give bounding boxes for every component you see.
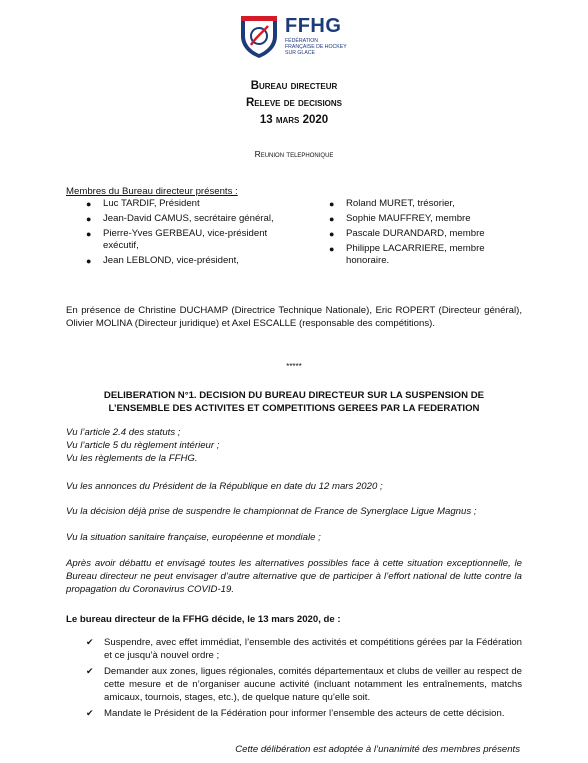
- bullet-icon: ●: [329, 199, 335, 209]
- checkmark-icon: ✔: [86, 666, 94, 676]
- doc-date: 13 mars 2020: [259, 114, 329, 126]
- bullet-icon: ●: [86, 214, 92, 224]
- separator: *****: [286, 362, 302, 371]
- visa-line: Vu les règlements de la FFHG.: [66, 453, 198, 464]
- list-item: ● Philippe LACARRIERE, membre honoraire.: [329, 243, 485, 266]
- bullet-icon: ●: [86, 199, 92, 209]
- visa-line: Vu la situation sanitaire française, européenne et mondiale ;: [66, 532, 321, 543]
- bullet-icon: ●: [329, 214, 335, 224]
- adoption-note: Cette délibération est adoptée à l’unanimité des membres présents: [235, 744, 520, 755]
- deliberation-title: [66, 389, 522, 415]
- bullet-icon: ●: [86, 256, 92, 266]
- doc-title-bureau: Bureau directeur: [250, 80, 338, 92]
- visa-line: Vu l’article 5 du règlement intérieur ;: [66, 440, 220, 451]
- bullet-icon: ●: [329, 229, 335, 239]
- list-item: ● Sophie MAUFFREY, membre: [329, 213, 471, 224]
- list-item: ● Roland MURET, trésorier,: [329, 198, 455, 209]
- checkmark-icon: ✔: [86, 637, 94, 647]
- list-item: ● Pierre-Yves GERBEAU, vice-président exécutif,: [86, 228, 268, 251]
- list-item: ● Luc TARDIF, Président: [86, 198, 200, 209]
- considering-paragraph: Après avoir débattu et envisagé toutes les alternatives possibles face à cette situation exceptionnelle, le Bureau directeur ne peut envisager d’autre alternative que de participer à l’effort national de lutte contre la propagation du Coronavirus COVID-19.: [66, 558, 522, 595]
- ffhg-logo: [237, 12, 345, 60]
- meeting-type: Reunion telephonique: [254, 149, 334, 159]
- members-title: Membres du Bureau directeur présents :: [66, 186, 238, 197]
- visa-line: Vu les annonces du Président de la République en date du 12 mars 2020 ;: [66, 481, 383, 492]
- visa-line: Vu l’article 2.4 des statuts ;: [66, 427, 181, 438]
- members-list-left: [86, 198, 288, 270]
- deliberation-title-line: L’ENSEMBLE DES ACTIVITES ET COMPETITIONS GEREES PAR LA FEDERATION: [108, 403, 480, 414]
- decision-heading: Le bureau directeur de la FFHG décide, le 13 mars 2020, de :: [66, 614, 341, 625]
- list-item: ✔ Mandate le Président de la Fédération pour informer l’ensemble des acteurs de cette décision.: [86, 708, 505, 719]
- deliberation-title-line: DELIBERATION N°1. DECISION DU BUREAU DIRECTEUR SUR LA SUSPENSION DE: [103, 390, 485, 401]
- shield-icon: [237, 12, 281, 60]
- bullet-icon: ●: [86, 229, 92, 239]
- list-item: ● Jean LEBLOND, vice-président,: [86, 255, 239, 266]
- list-item: ✔ Demander aux zones, ligues régionales, comités départementaux et clubs de veiller au respect de cette mesure et de n’organiser aucune activité (incluant notamment les entraînements, matchs amicaux, tournois, stages, etc.), de quelque nature qu’elle soit.: [86, 666, 522, 703]
- logo-wordmark: FFHG: [285, 15, 342, 37]
- visa-line: Vu la décision déjà prise de suspendre le championnat de France de Synerglace Ligue Magnus ;: [66, 506, 477, 517]
- members-list-right: [329, 198, 506, 270]
- presence-paragraph: En présence de Christine DUCHAMP (Directrice Technique Nationale), Eric ROPERT (Directeur général), Olivier MOLINA (Directeur juridique) et Axel ESCALLE (responsable des compétitions).: [66, 305, 522, 329]
- doc-title-releve: Releve de decisions: [245, 97, 343, 109]
- list-item: ● Pascale DURANDARD, membre: [329, 228, 485, 239]
- logo-subtitle: FÉDÉRATION FRANÇAISE DE HOCKEY SUR GLACE: [285, 38, 347, 57]
- list-item: ✔ Suspendre, avec effet immédiat, l’ensemble des activités et compétitions gérées par la Fédération et ce jusqu’à nouvel ordre ;: [86, 637, 522, 661]
- decision-list: [86, 636, 522, 723]
- list-item: ● Jean-David CAMUS, secrétaire général,: [86, 213, 274, 224]
- checkmark-icon: ✔: [86, 708, 94, 718]
- bullet-icon: ●: [329, 244, 335, 254]
